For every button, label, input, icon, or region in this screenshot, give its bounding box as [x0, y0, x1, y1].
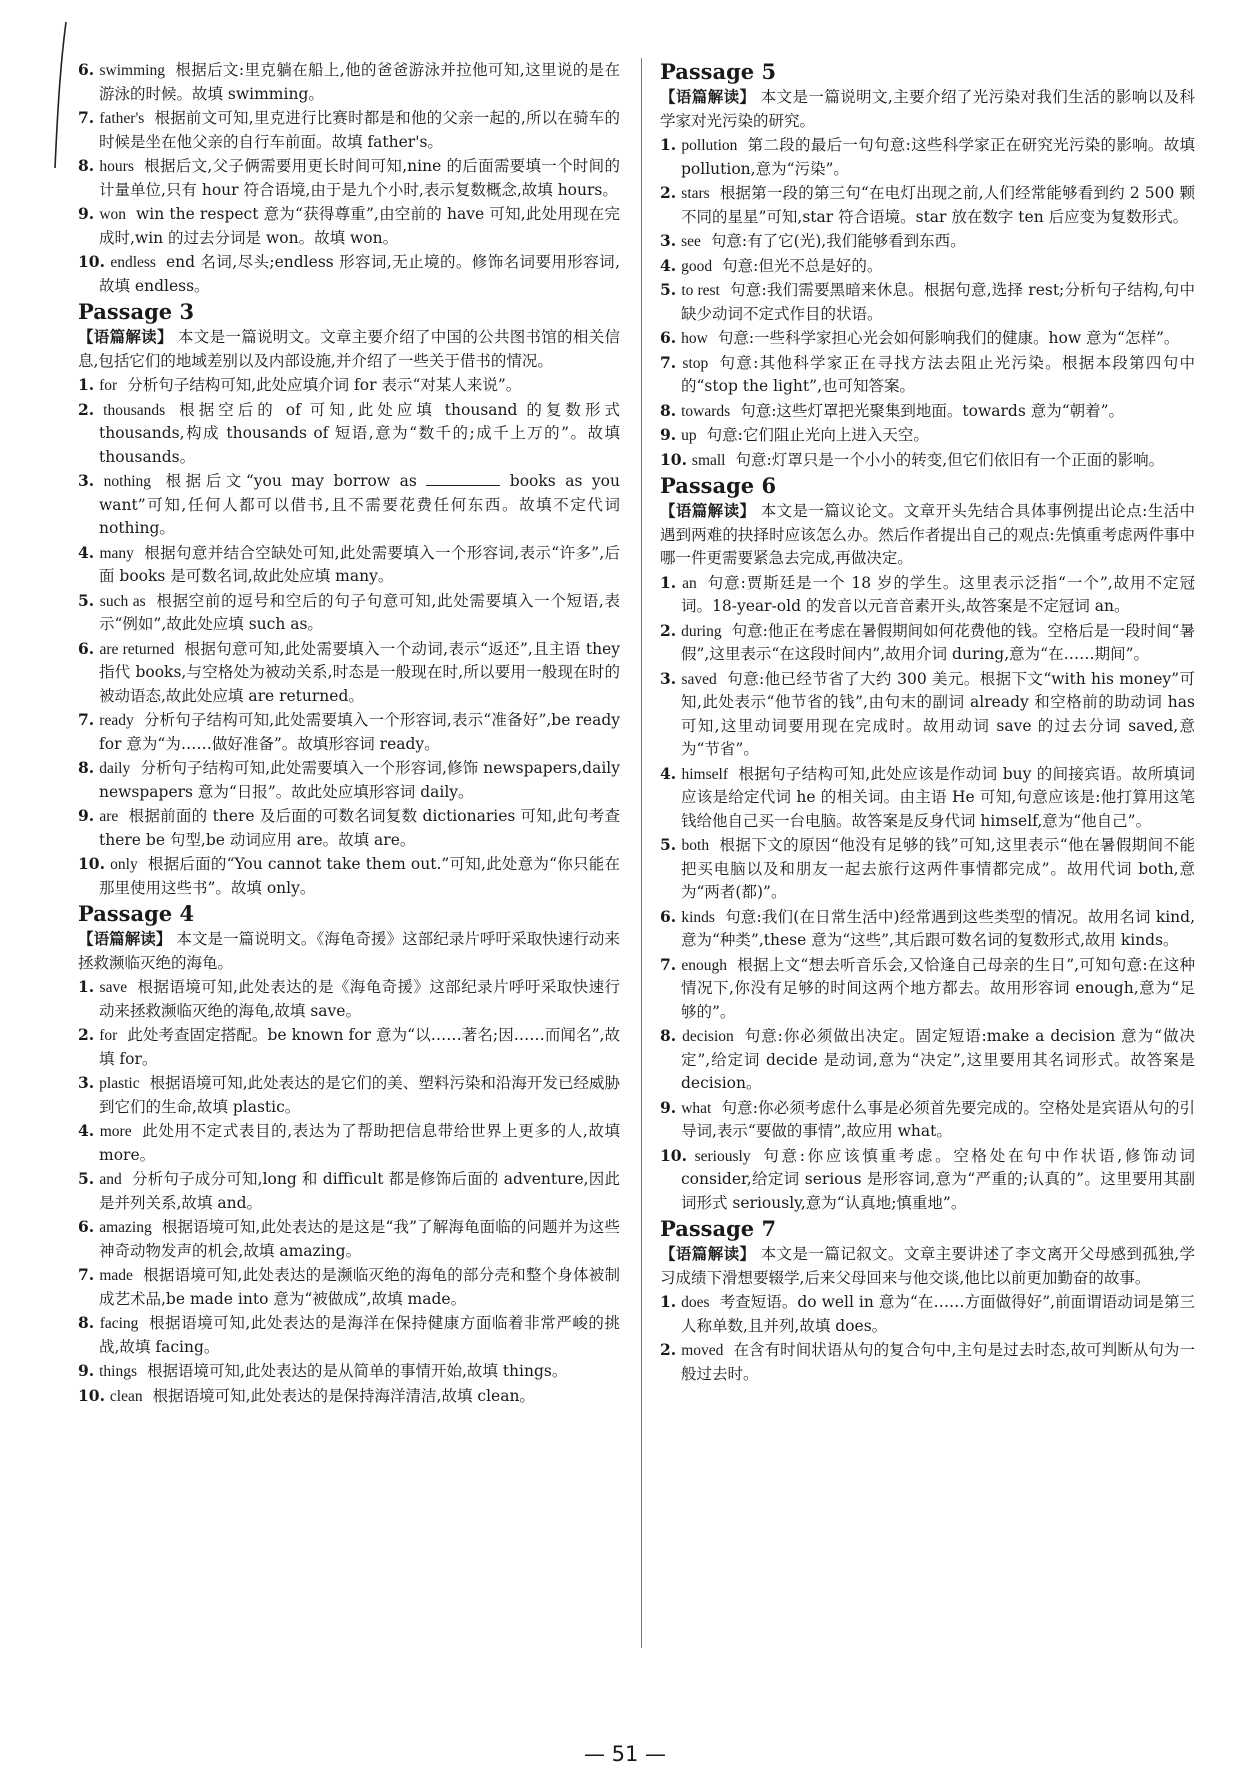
- item-number: 7.: [78, 710, 95, 729]
- answer-item: [78, 1263, 620, 1311]
- answer-item: [660, 399, 1195, 424]
- answer-item: [660, 133, 1195, 181]
- explanation-text: 根据上文“想去听音乐会,又恰逢自己母亲的生日”,可知句意:在这种情况下,你没有足够的时间这两个地方都去。故用形容词 enough,意为“足够的”。: [681, 955, 1195, 1021]
- answer-item: [660, 254, 1195, 279]
- passage-section: [660, 474, 1195, 1215]
- explanation-text: 第二段的最后一句句意:这些科学家正在研究光污染的影响。故填 pollution,意为“污染”。: [681, 136, 1195, 178]
- item-number: 2.: [660, 183, 677, 202]
- answer-item: [660, 571, 1195, 619]
- intro-tag: 【语篇解读】: [660, 501, 756, 520]
- item-number: 7.: [660, 352, 677, 372]
- explanation-text: 句意:灯罩只是一个小小的转变,但它们依旧有一个正面的影响。: [735, 450, 1165, 469]
- item-number: 6.: [660, 906, 677, 926]
- explanation-text: 根据语境可知,此处表达的是这是“我”了解海龟面临的问题并为这些神奇动物发声的机会,故填 amazing。: [99, 1218, 620, 1260]
- answer-item: [78, 589, 620, 637]
- explanation-text: books as you want”可知,任何人都可以借书,且不需要花费任何东西。故填不定代词 nothing。: [99, 472, 620, 537]
- answer-item: [78, 106, 620, 154]
- answer-item: [78, 154, 620, 202]
- answer-word: thousands: [103, 401, 166, 419]
- item-number: 4.: [78, 1121, 95, 1140]
- intro-text: 本文是一篇记叙文。文章主要讲述了李文离开父母感到孤独,学习成绩下滑想要辍学,后来父母回来与他交谈,他比以前更加勤奋的故事。: [660, 1245, 1195, 1287]
- item-number: 4.: [78, 542, 95, 562]
- answer-item: [78, 708, 620, 756]
- item-number: 9.: [660, 1097, 677, 1117]
- item-number: 4.: [660, 255, 677, 275]
- passage-intro: [660, 1242, 1195, 1290]
- passage-title: Passage 4: [78, 901, 195, 926]
- intro-tag: 【语篇解读】: [660, 87, 756, 106]
- explanation-text: 句意:一些科学家担心光会如何影响我们的健康。how 意为“怎样”。: [717, 329, 1180, 347]
- item-number: 10.: [78, 1385, 105, 1405]
- explanation-text: 根据空前的逗号和空后的句子句意可知,此处需要填入一个短语,表示“例如”,故此处应填 such as。: [99, 591, 620, 633]
- intro-tag: 【语篇解读】: [660, 1244, 756, 1263]
- item-number: 3.: [78, 1073, 95, 1092]
- answer-item: [660, 326, 1195, 351]
- item-number: 5.: [78, 590, 95, 610]
- explanation-text: 根据句子结构可知,此处应该是作动词 buy 的间接宾语。故所填词应该是给定代词 he 的相关词。由主语 He 可知,句意应该是:他打算用这笔钱给他自己买一台电脑。故答案是反身代词 himself,意为“他自己”。: [681, 764, 1195, 830]
- answer-word: decision: [682, 1028, 734, 1045]
- answer-word: an: [682, 574, 697, 592]
- answer-item: [78, 1215, 620, 1263]
- passage-title: Passage 3: [78, 299, 195, 324]
- explanation-text: 句意:你必须做出决定。固定短语:make a decision 意为“做决定”,给定词 decide 是动词,意为“决定”,这里要用其名词形式。故答案是 decision。: [681, 1027, 1195, 1092]
- item-number: 10.: [78, 252, 105, 271]
- answer-word: saved: [681, 670, 717, 688]
- explanation-text: 考查短语。do well in 意为“在……方面做得好”,前面谓语动词是第三人称单数,且并列,故填 does。: [681, 1293, 1195, 1335]
- answer-word: many: [99, 544, 134, 562]
- answer-item: [78, 637, 620, 709]
- answer-word: small: [691, 451, 726, 469]
- answer-word: enough: [681, 956, 728, 974]
- item-number: 5.: [78, 1169, 95, 1188]
- left-column: [78, 58, 620, 1408]
- answer-word: up: [681, 427, 697, 444]
- explanation-text: 根据句意可知,此处需要填入一个动词,表示“返还”,且主语 they 指代 books,与空格处为被动关系,时态是一般现在时,所以要用一般现在时的被动语态,故此处应填 are returned。: [99, 639, 620, 705]
- item-number: 3.: [660, 231, 677, 250]
- item-number: 9.: [78, 1361, 95, 1380]
- explanation-text: win the respect 意为“获得尊重”,由空前的 have 可知,此处用现在完成时,win 的过去分词是 won。故填 won。: [99, 205, 620, 247]
- explanation-text: 根据第一段的第三句“在电灯出现之前,人们经常能够看到约 2 500 颗不同的星星”可知,star 符合语境。star 放在数字 ten 后应变为复数形式。: [681, 184, 1195, 226]
- explanation-text: 根据句意并结合空缺处可知,此处需要填入一个形容词,表示“许多”,后面 books 是可数名词,故此处应填 many。: [99, 543, 620, 585]
- item-number: 2.: [78, 1025, 95, 1044]
- explanation-text: 分析句子结构可知,此处需要填入一个形容词,表示“准备好”,be ready for 意为“为……做好准备”。故填形容词 ready。: [99, 711, 620, 753]
- answer-word: more: [99, 1123, 132, 1140]
- answer-item: [78, 756, 620, 804]
- explanation-text: 句意:有了它(光),我们能够看到东西。: [710, 232, 966, 250]
- item-number: 6.: [660, 328, 677, 347]
- page-number: — 51 —: [583, 1742, 667, 1766]
- answer-item: [660, 278, 1195, 326]
- item-number: 9.: [660, 425, 677, 444]
- explanation-text: 分析句子成分可知,long 和 difficult 都是修饰后面的 adventure,因此是并列关系,故填 and。: [99, 1170, 621, 1212]
- item-number: 5.: [660, 835, 677, 854]
- answer-word: towards: [681, 402, 731, 420]
- passage-section: [660, 60, 1195, 472]
- answer-word: save: [99, 979, 128, 996]
- item-number: 7.: [78, 108, 95, 127]
- item-number: 10.: [660, 449, 687, 469]
- answer-word: for: [99, 377, 118, 394]
- explanation-text: 根据后文,父子俩需要用更长时间可知,nine 的后面需要填一个时间的计量单位,只有 hour 符合语境,由于是九个小时,表示复数概念,故填 hours。: [99, 157, 620, 199]
- answer-item: [78, 469, 620, 541]
- answer-item: [78, 541, 620, 589]
- answer-word: swimming: [99, 62, 165, 79]
- answer-item: [78, 852, 620, 900]
- answer-word: such as: [99, 592, 146, 610]
- answer-item: [78, 373, 620, 398]
- intro-text: 本文是一篇说明文。《海龟奇援》这部纪录片呼吁采取快速行动来拯救濒临灭绝的海龟。: [78, 930, 620, 972]
- answer-item: [660, 905, 1195, 953]
- answer-item: [78, 804, 620, 852]
- item-number: 3.: [78, 471, 95, 490]
- item-number: 2.: [78, 399, 95, 419]
- passage-section: [78, 300, 620, 900]
- answer-word: daily: [99, 760, 131, 777]
- explanation-text: 句意:你应该慎重考虑。空格处在句中作状语,修饰动词 consider,给定词 serious 是形容词,意为“严重的;认真的”。这里要用其副词形式 seriously,意为“认真地;慎重地”。: [681, 1146, 1195, 1212]
- answer-word: during: [681, 622, 722, 640]
- intro-tag: 【语篇解读】: [78, 929, 172, 948]
- passage-intro: [660, 85, 1195, 133]
- item-number: 7.: [660, 954, 677, 974]
- answer-word: ready: [99, 712, 134, 729]
- answer-item: [660, 181, 1195, 229]
- answer-item: [660, 1024, 1195, 1096]
- item-number: 1.: [660, 135, 677, 154]
- explanation-text: 句意:他正在考虑在暑假期间如何花费他的钱。空格后是一段时间“暑假”,这里表示“在这段时间内”,故用介词 during,意为“在……期间”。: [681, 621, 1195, 663]
- explanation-text: 句意:其他科学家正在寻找方法去阻止光污染。根据本段第四句中的“stop the light”,也可知答案。: [681, 353, 1195, 395]
- answer-item: [78, 975, 620, 1023]
- answer-item: [660, 762, 1195, 834]
- answer-word: moved: [681, 1342, 724, 1359]
- item-number: 3.: [660, 668, 677, 688]
- answer-word: made: [99, 1267, 133, 1284]
- answer-word: does: [681, 1294, 710, 1311]
- item-number: 1.: [660, 1292, 677, 1311]
- answer-word: father's: [99, 110, 145, 127]
- explanation-text: 在含有时间状语从句的复合句中,主句是过去时态,故可判断从句为一般过去时。: [681, 1341, 1195, 1383]
- answer-item: [660, 953, 1195, 1025]
- answer-item: [78, 58, 620, 106]
- item-number: 9.: [78, 204, 95, 223]
- answer-word: seriously: [694, 1147, 751, 1165]
- item-number: 5.: [660, 280, 677, 299]
- answer-word: are returned: [99, 640, 175, 658]
- blank-line: [426, 471, 500, 486]
- answer-word: nothing: [103, 473, 152, 490]
- answer-item: [660, 1338, 1195, 1386]
- answer-item: [660, 1290, 1195, 1338]
- answer-item: [660, 1096, 1195, 1144]
- answer-item: [660, 423, 1195, 448]
- explanation-text: 根据语境可知,此处表达的是保持海洋清洁,故填 clean。: [152, 1386, 535, 1405]
- explanation-text: 句意:他已经节省了大约 300 美元。根据下文“with his money”可知,此处表示“他节省的钱”,由句末的副词 already 和空格前的助动词 has 可知,这里动词要用现在完成时。故用动词 save 的过去分词 saved,意为“节省”。: [681, 669, 1195, 758]
- answer-word: himself: [681, 765, 728, 783]
- item-number: 8.: [78, 156, 95, 175]
- item-number: 8.: [660, 1026, 677, 1045]
- answer-item: [78, 202, 620, 250]
- answer-item: [78, 398, 620, 470]
- explanation-text: 根据后面的“You cannot take them out.”可知,此处意为“你只能在那里使用这些书”。故填 only。: [99, 855, 620, 897]
- answer-word: plastic: [99, 1075, 140, 1092]
- item-number: 2.: [660, 1340, 677, 1359]
- explanation-text: 句意:这些灯罩把光聚集到地面。towards 意为“朝着”。: [740, 401, 1125, 420]
- explanation-text: 根据后文“you may borrow as: [161, 472, 417, 490]
- explanation-text: 句意:我们需要黑暗来休息。根据句意,选择 rest;分析句子结构,句中缺少动词不定式作目的状语。: [681, 281, 1196, 323]
- passage-section: [660, 1217, 1195, 1386]
- explanation-text: 句意:贾斯廷是一个 18 岁的学生。这里表示泛指“一个”,故用不定冠词。18-year-old 的发音以元音音素开头,故答案是不定冠词 an。: [681, 573, 1195, 615]
- answer-word: and: [99, 1171, 122, 1188]
- item-number: 4.: [660, 763, 677, 783]
- answer-word: endless: [110, 254, 156, 271]
- answer-item: [660, 1144, 1195, 1216]
- answer-item: [78, 1311, 620, 1359]
- item-number: 9.: [78, 806, 95, 825]
- answer-word: stars: [681, 185, 710, 202]
- explanation-text: 根据语境可知,此处表达的是濒临灭绝的海龟的部分壳和整个身体被制成艺术品,be made into 意为“被做成”,故填 made。: [99, 1266, 620, 1308]
- answer-word: both: [681, 837, 710, 854]
- answer-item: [660, 351, 1195, 399]
- answer-item: [660, 619, 1195, 667]
- explanation-text: 句意:你必须考虑什么事是必须首先要完成的。空格处是宾语从句的引导词,表示“要做的事情”,故应用 what。: [681, 1098, 1195, 1140]
- passage-intro: [78, 325, 620, 373]
- item-number: 8.: [78, 758, 95, 777]
- item-number: 7.: [78, 1265, 95, 1284]
- answer-item: [660, 229, 1195, 254]
- item-number: 10.: [660, 1145, 687, 1165]
- answer-word: for: [99, 1027, 118, 1044]
- answer-item: [78, 1119, 620, 1167]
- item-number: 1.: [660, 572, 677, 592]
- answer-word: won: [99, 206, 127, 223]
- answer-word: stop: [682, 354, 709, 372]
- answer-item: [78, 1167, 620, 1215]
- intro-text: 本文是一篇说明文。文章主要介绍了中国的公共图书馆的相关信息,包括它们的地域差别以及内部设施,并介绍了一些关于借书的情况。: [78, 328, 620, 370]
- answer-word: good: [681, 257, 713, 275]
- explanation-text: 根据语境可知,此处表达的是它们的美、塑料污染和沿海开发已经威胁到它们的生命,故填 plastic。: [99, 1074, 620, 1116]
- explanation-text: 此处用不定式表目的,表达为了帮助把信息带给世界上更多的人,故填 more。: [99, 1122, 620, 1164]
- item-number: 8.: [660, 400, 677, 420]
- answer-word: how: [681, 330, 708, 347]
- answer-word: pollution: [681, 137, 738, 154]
- explanation-text: 根据语境可知,此处表达的是《海龟奇援》这部纪录片呼吁采取快速行动来拯救濒临灭绝的海龟,故填 save。: [99, 978, 620, 1020]
- answer-word: things: [99, 1363, 138, 1380]
- item-number: 2.: [660, 620, 677, 640]
- item-number: 6.: [78, 1217, 95, 1236]
- answer-word: clean: [109, 1387, 143, 1405]
- pen-stroke-mark: [52, 20, 68, 170]
- intro-text: 本文是一篇说明文,主要介绍了光污染对我们生活的影响以及科学家对光污染的研究。: [660, 88, 1195, 130]
- explanation-text: 根据前面的 there 及后面的可数名词复数 dictionaries 可知,此句考查 there be 句型,be 动词应用 are。故填 are。: [99, 807, 620, 849]
- passage-intro: [78, 927, 620, 975]
- explanation-text: 根据语境可知,此处表达的是从简单的事情开始,故填 things。: [147, 1362, 568, 1380]
- answer-word: see: [681, 233, 701, 250]
- answer-item: [660, 448, 1195, 473]
- item-number: 1.: [78, 375, 95, 394]
- right-column: [660, 58, 1195, 1386]
- item-number: 6.: [78, 638, 95, 658]
- answer-item: [660, 667, 1195, 762]
- explanation-text: 根据语境可知,此处表达的是海洋在保持健康方面临着非常严峻的挑战,故填 facing。: [99, 1314, 620, 1356]
- answer-item: [78, 1359, 620, 1384]
- answer-word: hours: [99, 158, 134, 175]
- answer-word: only: [110, 856, 138, 873]
- passage-title: Passage 7: [660, 1216, 777, 1241]
- answer-word: facing: [99, 1315, 139, 1332]
- explanation-text: 根据后文:里克躺在船上,他的爸爸游泳并拉他可知,这里说的是在游泳的时候。故填 swimming。: [99, 61, 620, 103]
- explanation-text: 根据下文的原因“他没有足够的钱”可知,这里表示“他在暑假期间不能把买电脑以及和朋友一起去旅行这两件事情都完成”。故用代词 both,意为“两者(都)”。: [681, 836, 1195, 901]
- explanation-text: 分析句子结构可知,此处需要填入一个形容词,修饰 newspapers,daily newspapers 意为“日报”。故此处应填形容词 daily。: [99, 759, 620, 801]
- answer-word: are: [99, 808, 119, 825]
- passage-title: Passage 5: [660, 59, 777, 84]
- explanation-text: 句意:我们(在日常生活中)经常遇到这些类型的情况。故用名词 kind,意为“种类”,these 意为“这些”,其后跟可数名词的复数形式,故用 kinds。: [681, 907, 1195, 949]
- item-number: 1.: [78, 977, 95, 996]
- explanation-text: 此处考查固定搭配。be known for 意为“以……著名;因……而闻名”,故填 for。: [99, 1026, 620, 1068]
- passage-intro: [660, 499, 1195, 571]
- passage-section: [78, 902, 620, 1408]
- explanation-text: 句意:它们阻止光向上进入天空。: [706, 426, 929, 444]
- explanation-text: 分析句子结构可知,此处应填介词 for 表示“对某人来说”。: [127, 376, 522, 394]
- item-number: 10.: [78, 854, 105, 873]
- explanation-text: end 名词,尽头;endless 形容词,无止境的。修饰名词要用形容词,故填 endless。: [99, 253, 620, 295]
- explanation-text: 根据空后的 of 可知,此处应填 thousand 的复数形式 thousands,构成 thousands of 短语,意为“数千的;成千上万的”。故填 thousands。: [99, 400, 620, 466]
- item-number: 6.: [78, 60, 95, 79]
- explanation-text: 根据前文可知,里克进行比赛时都是和他的父亲一起的,所以在骑车的时候是坐在他父亲的自行车前面。故填 father's。: [99, 109, 620, 151]
- answer-word: kinds: [681, 908, 715, 926]
- answer-item: [78, 250, 620, 298]
- answer-item: [660, 833, 1195, 905]
- answer-item: [78, 1384, 620, 1409]
- answer-item: [78, 1071, 620, 1119]
- explanation-text: 句意:但光不总是好的。: [722, 256, 883, 275]
- item-number: 8.: [78, 1313, 95, 1332]
- answer-word: what: [681, 1099, 712, 1117]
- intro-tag: 【语篇解读】: [78, 327, 173, 346]
- passage-title: Passage 6: [660, 473, 777, 498]
- answer-item: [78, 1023, 620, 1071]
- answer-word: amazing: [99, 1219, 152, 1236]
- answer-word: to rest: [681, 282, 720, 299]
- intro-text: 本文是一篇议论文。文章开头先结合具体事例提出论点:生活中遇到两难的抉择时应该怎么办。然后作者提出自己的观点:先慎重考虑两件事中哪一件更需要紧急去完成,再做决定。: [660, 502, 1195, 567]
- column-divider: [641, 58, 642, 1648]
